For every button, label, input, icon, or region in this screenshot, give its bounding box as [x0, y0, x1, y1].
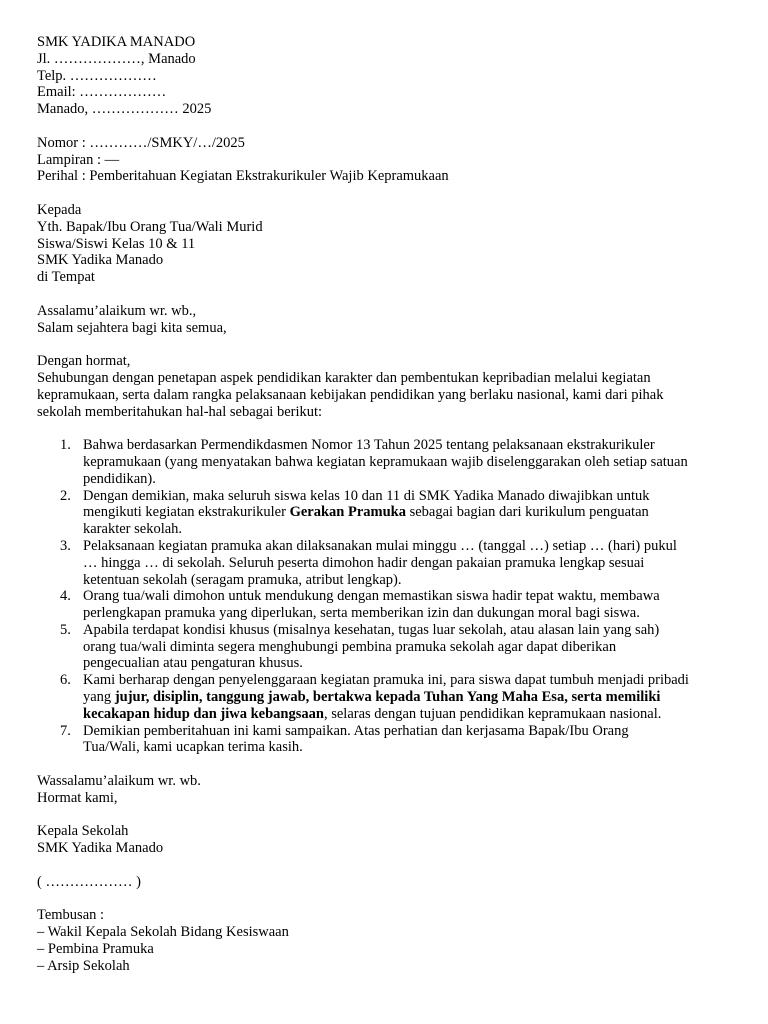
item-line: Kami berharap dengan penyelenggaraan kegiatan pramuka ini, para siswa dapat tumbuh menjadi pribadi: [83, 672, 689, 689]
item-line: Tua/Wali, kami ucapkan terima kasih.: [83, 739, 303, 756]
list-item: [37, 437, 737, 487]
recipient-line: Yth. Bapak/Ibu Orang Tua/Wali Murid: [37, 218, 263, 235]
item-line: … hingga … di sekolah. Seluruh peserta dimohon hadir dengan pakaian pramuka lengkap sesuai: [83, 554, 645, 571]
item-line: [83, 689, 737, 706]
item-number: 1.: [60, 437, 71, 454]
list-item: [37, 488, 737, 538]
item-line: ketentuan sekolah (seragam pramuka, atribut lengkap).: [83, 571, 402, 588]
intro-line: sekolah memberitahukan hal-hal sebagai berikut:: [37, 403, 323, 420]
letterhead: [37, 34, 737, 118]
letter-attachment: Lampiran : —: [37, 151, 120, 168]
school-address: Jl. ………………, Manado: [37, 50, 196, 67]
cc-item: – Pembina Pramuka: [37, 941, 154, 958]
signatory-school: SMK Yadika Manado: [37, 840, 164, 857]
greeting-line: Salam sejahtera bagi kita semua,: [37, 319, 227, 336]
greeting-line: Assalamu’alaikum wr. wb.,: [37, 302, 197, 319]
item-text: mengikuti kegiatan ekstrakurikuler: [83, 504, 290, 521]
list-item: [37, 723, 737, 757]
item-text: , selaras dengan tujuan pendidikan kepramukaan nasional.: [323, 705, 662, 722]
item-number: 5.: [60, 621, 71, 638]
letter-page: [37, 34, 737, 975]
school-email: Email: ………………: [37, 84, 167, 101]
item-emphasis: kecakapan hidup dan jiwa kebangsaan: [83, 705, 324, 722]
cc-item: – Arsip Sekolah: [37, 957, 130, 974]
letter-meta: [37, 135, 737, 185]
item-text: sebagai bagian dari kurikulum penguatan: [405, 504, 649, 521]
list-item: [37, 538, 737, 588]
list-item: [37, 672, 737, 722]
closing-salutation: Wassalamu’alaikum wr. wb.: [37, 773, 201, 790]
cc-item: – Wakil Kepala Sekolah Bidang Kesiswaan: [37, 924, 289, 941]
opening-salutation: Dengan hormat,: [37, 353, 131, 370]
item-line: Pelaksanaan kegiatan pramuka akan dilaksanakan mulai minggu … (tanggal …) setiap … (hari) pukul: [83, 537, 677, 554]
letter-number: Nomor : …………/SMKY/…/2025: [37, 134, 245, 151]
item-number: 4.: [60, 588, 71, 605]
item-number: 3.: [60, 537, 71, 554]
item-text: yang: [83, 689, 115, 706]
cc-title: Tembusan :: [37, 907, 105, 924]
recipient-line: di Tempat: [37, 269, 95, 286]
item-line: Orang tua/wali dimohon untuk mendukung dengan memastikan siswa hadir tepat waktu, membawa: [83, 588, 660, 605]
letter-subject: Perihal : Pemberitahuan Kegiatan Ekstrakurikuler Wajib Kepramukaan: [37, 168, 449, 185]
item-line: pengecualian atau pengaturan khusus.: [83, 655, 303, 672]
signature-placeholder: ( ……………… ): [37, 873, 141, 890]
greeting-block: [37, 303, 737, 337]
intro-line: kepramukaan, serta dalam rangka pelaksanaan kebijakan pendidikan yang berlaku nasional, kami dari pihak: [37, 386, 664, 403]
item-line: pendidikan).: [83, 470, 156, 487]
item-line: orang tua/wali diminta segera menghubungi pembina pramuka sekolah agar dapat diberikan: [83, 638, 617, 655]
item-line: [83, 504, 737, 521]
recipient-line: Kepada: [37, 201, 82, 218]
item-line: Dengan demikian, maka seluruh siswa kelas 10 dan 11 di SMK Yadika Manado diwajibkan untuk: [83, 487, 650, 504]
school-phone: Telp. ………………: [37, 67, 157, 84]
letter-date: Manado, ……………… 2025: [37, 101, 212, 118]
recipient-line: Siswa/Siswi Kelas 10 & 11: [37, 235, 196, 252]
item-emphasis: jujur, disiplin, tanggung jawab, bertakwa kepada Tuhan Yang Maha Esa, serta memiliki: [114, 689, 661, 706]
item-line: [83, 706, 737, 723]
closing-regards: Hormat kami,: [37, 789, 118, 806]
item-line: perlengkapan pramuka yang diperlukan, serta memberikan izin dan dukungan moral bagi siswa.: [83, 605, 640, 622]
item-number: 6.: [60, 672, 71, 689]
recipient-line: SMK Yadika Manado: [37, 252, 164, 269]
intro-line: Sehubungan dengan penetapan aspek pendidikan karakter dan pembentukan kepribadian melalui kegiatan: [37, 369, 651, 386]
item-number: 7.: [60, 722, 71, 739]
item-number: 2.: [60, 487, 71, 504]
item-line: karakter sekolah.: [83, 521, 183, 538]
closing-block: [37, 773, 737, 807]
list-item: [37, 588, 737, 622]
recipient-block: [37, 202, 737, 286]
item-line: Bahwa berdasarkan Permendikdasmen Nomor 13 Tahun 2025 tentang pelaksanaan ekstrakurikuler: [83, 437, 655, 454]
signatory-block: [37, 823, 737, 857]
item-emphasis: Gerakan Pramuka: [289, 504, 406, 521]
signatory-position: Kepala Sekolah: [37, 823, 129, 840]
cc-block: [37, 907, 737, 974]
list-item: [37, 622, 737, 672]
opening-block: [37, 353, 737, 420]
item-line: kepramukaan (yang menyatakan bahwa kegiatan kepramukaan wajib diselenggarakan oleh setiap satuan: [83, 453, 688, 470]
item-line: Apabila terdapat kondisi khusus (misalnya kesehatan, tugas luar sekolah, atau alasan lain yang sah): [83, 621, 660, 638]
school-name: SMK YADIKA MANADO: [37, 34, 196, 50]
item-line: Demikian pemberitahuan ini kami sampaikan. Atas perhatian dan kerjasama Bapak/Ibu Orang: [83, 722, 629, 739]
points-list: [37, 437, 737, 756]
